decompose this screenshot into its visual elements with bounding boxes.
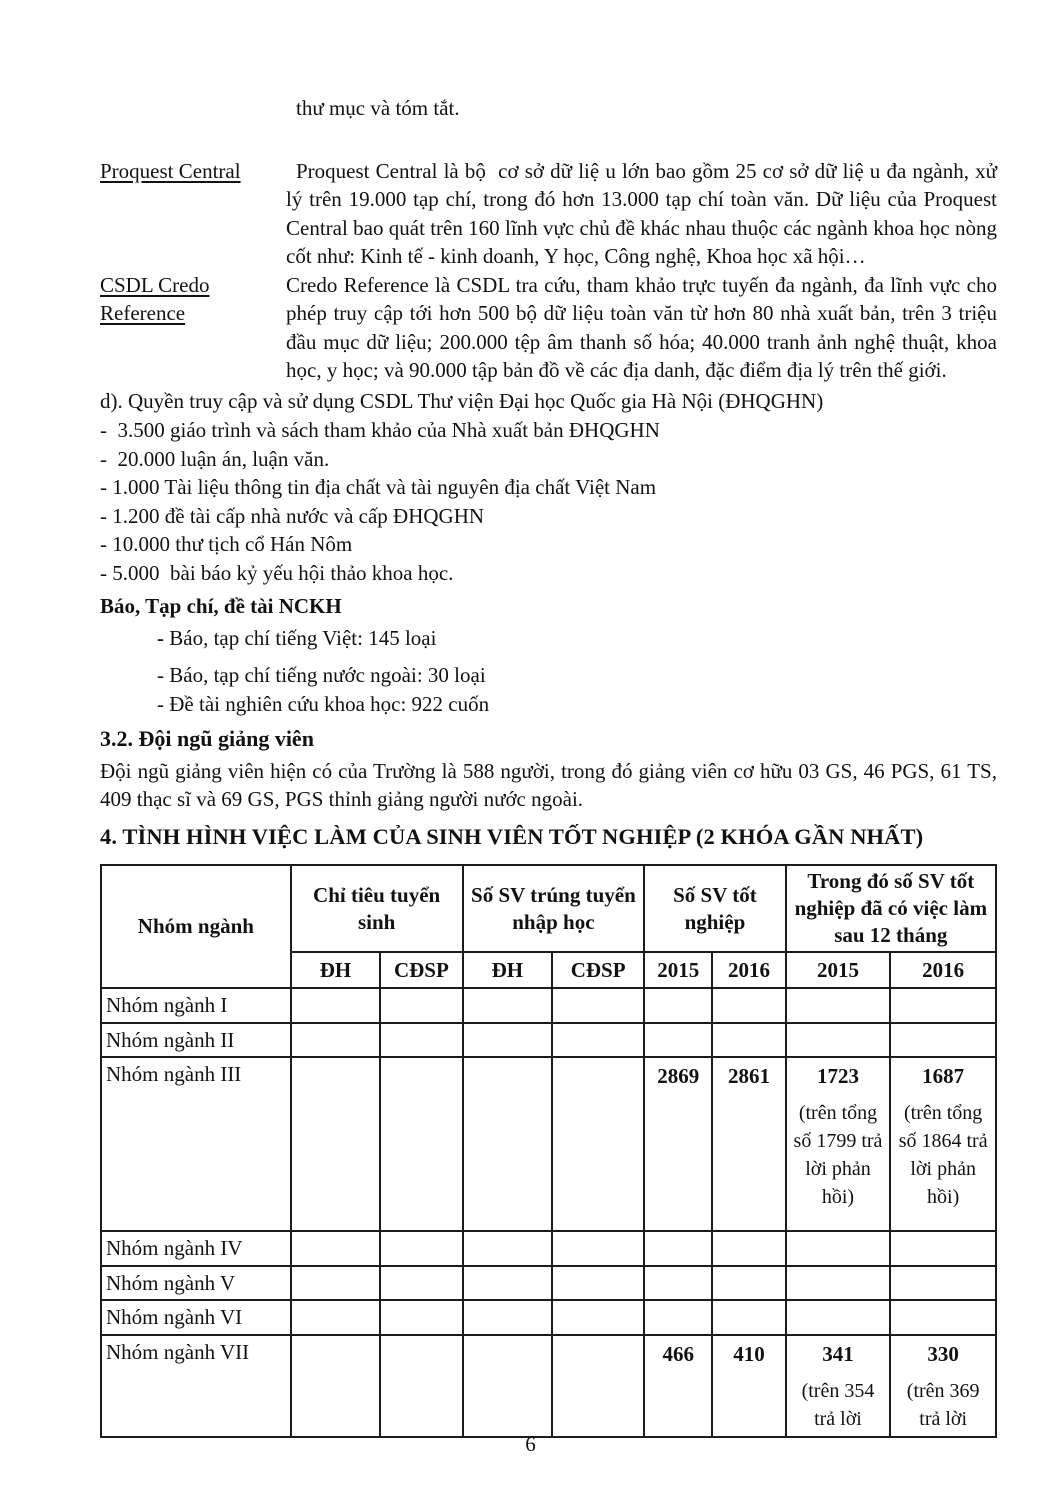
- table-cell: [890, 1266, 996, 1301]
- table-cell: [463, 1057, 553, 1231]
- table-cell: 341 (trên 354 trả lời: [786, 1335, 891, 1437]
- table-cell: [786, 988, 891, 1023]
- table-cell: [291, 1335, 381, 1437]
- table-cell: [380, 988, 462, 1023]
- table-row-label: Nhóm ngành VII: [101, 1335, 291, 1437]
- list-item: - 10.000 thư tịch cổ Hán Nôm: [100, 532, 353, 556]
- page-number: 6: [525, 1432, 536, 1456]
- table-cell: [712, 988, 785, 1023]
- col-header-nhom-nganh: Nhóm ngành: [101, 865, 291, 988]
- table-row: [101, 1057, 996, 1231]
- journal-item: [157, 690, 997, 719]
- table-cell: [644, 1266, 712, 1301]
- table-cell: [712, 1266, 785, 1301]
- journal-item-text: Đề tài nghiên cứu khoa học: 922 cuốn: [164, 691, 490, 716]
- table-cell: [552, 1266, 644, 1301]
- table-row: [101, 988, 996, 1023]
- table-cell: [463, 1023, 553, 1058]
- table-cell: [380, 1231, 462, 1266]
- col-group-chi-tieu: Chỉ tiêu tuyển sinh: [291, 865, 463, 952]
- list-item: - 5.000 bài báo kỷ yếu hội thảo khoa học.: [100, 560, 454, 585]
- col-header: 2016: [890, 952, 996, 988]
- dash-marker: -: [157, 691, 164, 716]
- section-d-heading: d). Quyền truy cập và sử dụng CSDL Thư viện Đại học Quốc gia Hà Nội (ĐHQGHN): [100, 388, 824, 413]
- table-cell: [890, 1231, 996, 1266]
- table-row-label: Nhóm ngành III: [101, 1057, 291, 1231]
- journal-item-text: Báo, tạp chí tiếng nước ngoài: 30 loại: [164, 663, 486, 687]
- journal-item: [157, 661, 997, 690]
- journals-heading: Báo, Tạp chí, đề tài NCKH: [100, 594, 342, 618]
- table-cell: [712, 1300, 785, 1335]
- definition-term: Proquest Central: [100, 158, 241, 183]
- dash-marker: -: [157, 663, 164, 687]
- table-cell: [291, 1231, 381, 1266]
- list-item: - 1.000 Tài liệu thông tin địa chất và tài nguyên địa chất Việt Nam: [100, 475, 657, 499]
- table-row: [101, 1335, 996, 1437]
- table-cell: [291, 1266, 381, 1301]
- journal-item: [157, 624, 997, 653]
- col-header: 2016: [712, 952, 785, 988]
- table-cell: [712, 1231, 785, 1266]
- table-cell: 466: [644, 1335, 712, 1437]
- table-cell: [380, 1023, 462, 1058]
- table-cell: [712, 1023, 785, 1058]
- table-cell: 1687 (trên tổng số 1864 trả lời phản hồi): [890, 1057, 996, 1231]
- table-cell: [786, 1023, 891, 1058]
- section-4-heading: 4. TÌNH HÌNH VIỆC LÀM CỦA SINH VIÊN TỐT NGHIỆP (2 KHÓA GẦN NHẤT): [100, 823, 924, 849]
- definition-row-credo: [100, 271, 997, 385]
- table-row-label: Nhóm ngành I: [101, 988, 291, 1023]
- col-header: CĐSP: [552, 952, 644, 988]
- col-header: ĐH: [463, 952, 553, 988]
- table-row-label: Nhóm ngành IV: [101, 1231, 291, 1266]
- table-row: [101, 1300, 996, 1335]
- col-group-viec-lam: Trong đó số SV tốt nghiệp đã có việc làm sau 12 tháng: [786, 865, 996, 952]
- table-cell: [552, 1023, 644, 1058]
- col-header: ĐH: [291, 952, 381, 988]
- table-cell: [644, 1300, 712, 1335]
- table-cell: 2869: [644, 1057, 712, 1231]
- col-group-trung-tuyen: Số SV trúng tuyển nhập học: [463, 865, 645, 952]
- table-cell: [291, 988, 381, 1023]
- table-cell: [644, 988, 712, 1023]
- table-cell: [786, 1300, 891, 1335]
- table-cell: [291, 1057, 381, 1231]
- table-cell: [380, 1057, 462, 1231]
- section-3-2-heading: 3.2. Đội ngũ giảng viên: [100, 726, 314, 751]
- journal-item-text: Báo, tạp chí tiếng Việt: 145 loại: [164, 625, 437, 650]
- table-row-label: Nhóm ngành VI: [101, 1300, 291, 1335]
- col-header: 2015: [786, 952, 891, 988]
- table-cell: 2861: [712, 1057, 785, 1231]
- intro-line: thư mục và tóm tắt.: [296, 96, 460, 120]
- table-cell: [890, 1023, 996, 1058]
- table-header-row-groups: [101, 865, 996, 952]
- table-cell: [552, 1300, 644, 1335]
- definition-description: Credo Reference là CSDL tra cứu, tham khảo trực tuyến đa ngành, đa lĩnh vực cho phép truy cập tới hơn 500 bộ dữ liệu toàn văn từ hơn 80 nhà xuất bản, trên 3 triệu đầu mục dữ liệu; 200.000 tệp âm thanh số hóa; 40.000 tranh ảnh nghệ thuật, khoa học, y học; và 90.000 tập bản đồ về các địa danh, đặc điểm địa lý trên thế giới.: [286, 272, 997, 382]
- table-cell: [380, 1300, 462, 1335]
- table-cell: [890, 988, 996, 1023]
- dash-marker: -: [157, 625, 164, 650]
- col-header: 2015: [644, 952, 712, 988]
- col-header: CĐSP: [380, 952, 462, 988]
- table-cell: 330 (trên 369 trả lời: [890, 1335, 996, 1437]
- table-cell: [463, 1266, 553, 1301]
- section-3-2-paragraph: Đội ngũ giảng viên hiện có của Trường là 588 người, trong đó giảng viên cơ hữu 03 GS, 46 PGS, 61 TS, 409 thạc sĩ và 69 GS, PGS thỉnh giảng người nước ngoài.: [100, 758, 997, 811]
- list-item: - 1.200 đề tài cấp nhà nước và cấp ĐHQGHN: [100, 503, 485, 528]
- list-item: - 20.000 luận án, luận văn.: [100, 446, 330, 471]
- table-row: [101, 1023, 996, 1058]
- definition-description: Proquest Central là bộ cơ sở dữ liệ u lớn bao gồm 25 cơ sở dữ liệ u đa ngành, xử lý trên 19.000 tạp chí, trong đó hơn 13.000 tạp chí toàn văn. Dữ liệu của Proquest Central bao quát trên 160 lĩnh vực chủ đề khác nhau thuộc các ngành khoa học nòng cốt như: Kinh tế - kinh doanh, Y học, Công nghệ, Khoa học xã hội…: [286, 158, 997, 268]
- definition-row-proquest: [100, 157, 997, 271]
- table-cell: 410: [712, 1335, 785, 1437]
- list-item: - 3.500 giáo trình và sách tham khảo của Nhà xuất bản ĐHQGHN: [100, 418, 660, 442]
- table-cell: [552, 1057, 644, 1231]
- table-cell: [463, 1231, 553, 1266]
- table-cell: [380, 1266, 462, 1301]
- table-cell: [786, 1266, 891, 1301]
- table-row-label: Nhóm ngành V: [101, 1266, 291, 1301]
- table-cell: [552, 1335, 644, 1437]
- table-cell: [644, 1023, 712, 1058]
- employment-table: [100, 864, 997, 1438]
- table-cell: [786, 1231, 891, 1266]
- table-cell: [552, 988, 644, 1023]
- col-group-tot-nghiep: Số SV tốt nghiệp: [644, 865, 785, 952]
- table-cell: [463, 1300, 553, 1335]
- table-cell: [463, 988, 553, 1023]
- table-cell: [380, 1335, 462, 1437]
- table-row-label: Nhóm ngành II: [101, 1023, 291, 1058]
- table-cell: [890, 1300, 996, 1335]
- table-cell: [552, 1231, 644, 1266]
- table-cell: [291, 1023, 381, 1058]
- definition-term: CSDL Credo Reference: [100, 272, 210, 325]
- table-cell: [644, 1231, 712, 1266]
- table-cell: 1723 (trên tổng số 1799 trả lời phản hồi): [786, 1057, 891, 1231]
- table-cell: [463, 1335, 553, 1437]
- table-cell: [291, 1300, 381, 1335]
- table-row: [101, 1266, 996, 1301]
- resource-list: [100, 416, 997, 587]
- table-row: [101, 1231, 996, 1266]
